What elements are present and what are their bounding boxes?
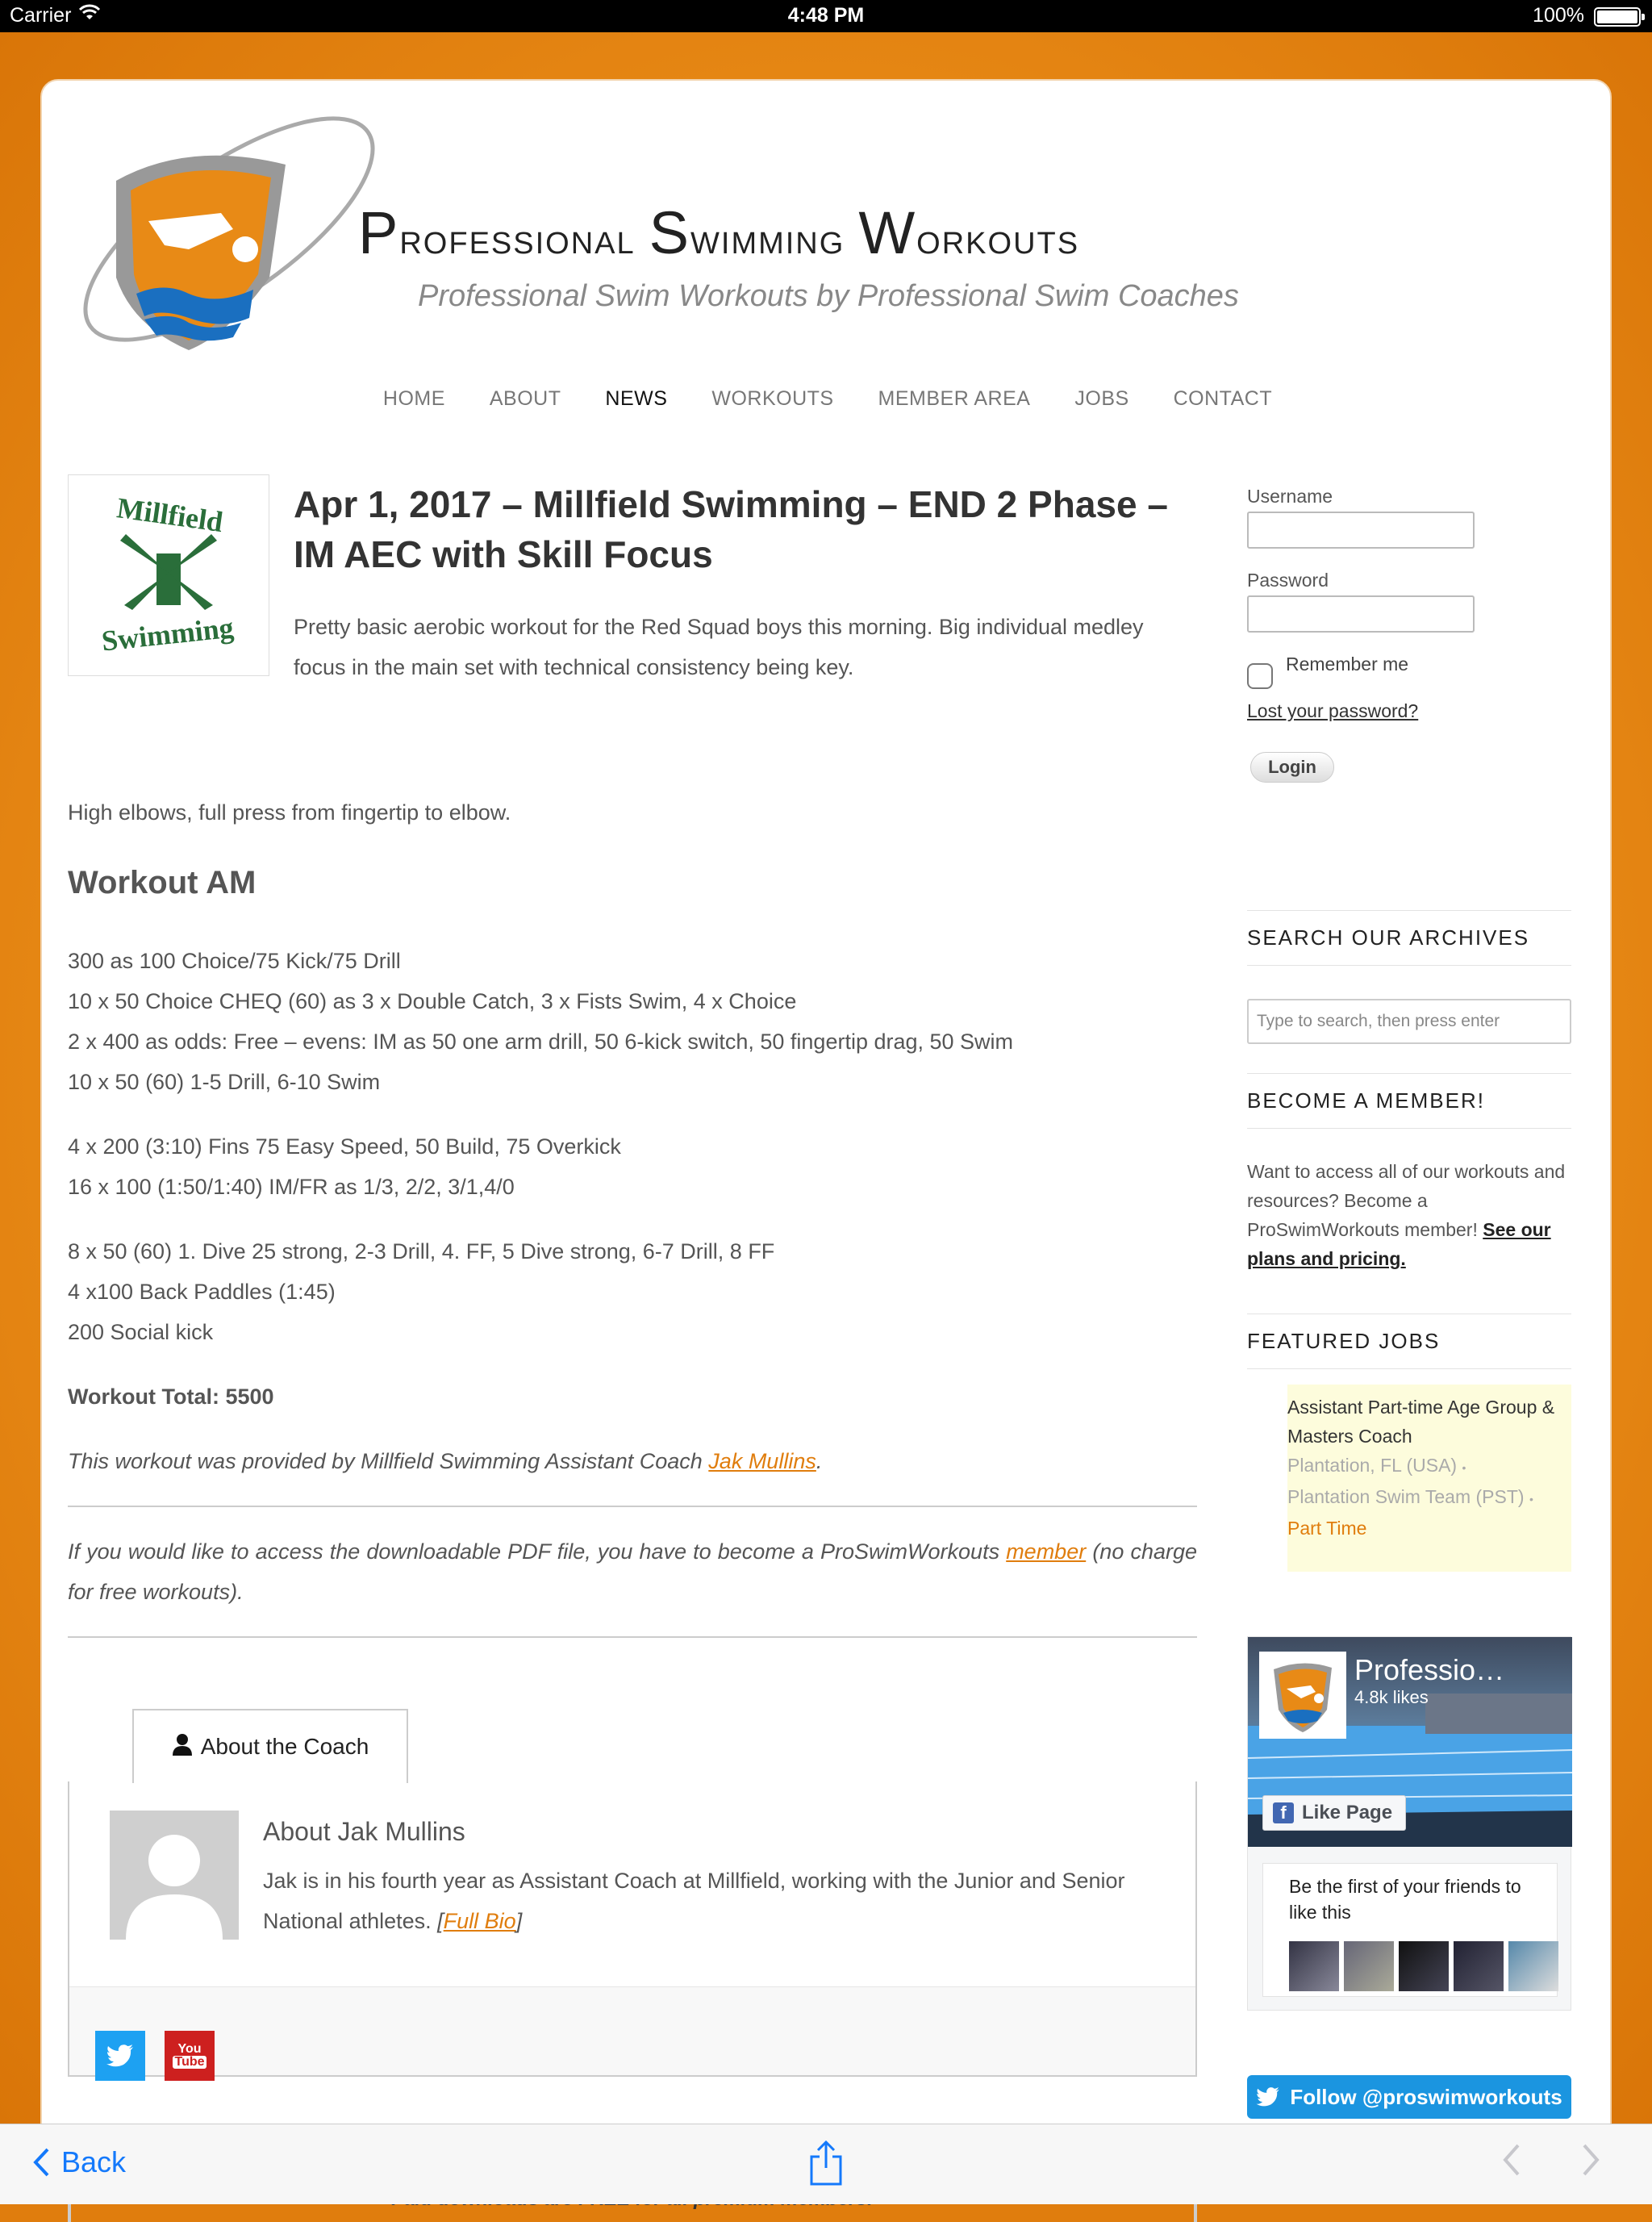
password-input[interactable] xyxy=(1247,595,1475,633)
chevron-left-icon[interactable] xyxy=(1502,2141,1521,2187)
friend-avatar[interactable] xyxy=(1289,1941,1339,1991)
chevron-right-icon[interactable] xyxy=(1581,2141,1600,2187)
set-block-2 xyxy=(68,1126,621,1207)
status-bar xyxy=(0,0,1652,32)
search-heading: SEARCH OUR ARCHIVES xyxy=(1247,910,1571,966)
facebook-page-name[interactable]: Professio… xyxy=(1354,1653,1505,1686)
job-team-text: Plantation Swim Team (PST) xyxy=(1287,1486,1525,1507)
title-part: rofessional xyxy=(399,215,649,263)
facebook-icon: f xyxy=(1273,1802,1294,1823)
set-line: 4 x100 Back Paddles (1:45) xyxy=(68,1280,336,1304)
password-label: Password xyxy=(1247,570,1329,591)
job-team: Plantation Swim Team (PST) • xyxy=(1287,1486,1533,1507)
member-text: Want to access all of our workouts and resources? Become a ProSwimWorkouts member! xyxy=(1247,1161,1566,1240)
facebook-friends xyxy=(1262,1863,1558,1997)
set-line: 200 Social kick xyxy=(68,1320,214,1344)
set-line: 2 x 400 as odds: Free – evens: IM as 50 one arm drill, 50 6-kick switch, 50 fingertip drag, 50 Swim xyxy=(68,1030,1014,1054)
carrier-label: Carrier xyxy=(10,4,72,27)
set-line: 10 x 50 (60) 1-5 Drill, 6-10 Swim xyxy=(68,1070,381,1094)
post-title: Apr 1, 2017 – Millfield Swimming – END 2 Phase – IM AEC with Skill Focus xyxy=(294,483,1168,575)
username-label: Username xyxy=(1247,486,1333,507)
nav-news[interactable]: NEWS xyxy=(605,387,668,410)
set-line: 4 x 200 (3:10) Fins 75 Easy Speed, 50 Build, 75 Overkick xyxy=(68,1134,621,1159)
twitter-follow-button[interactable] xyxy=(1247,2075,1571,2119)
member-blurb xyxy=(1247,1157,1571,1273)
pdf-suffix: (no charge for free workouts). xyxy=(68,1539,1198,1604)
login-button[interactable]: Login xyxy=(1250,752,1334,783)
thumb-line1: Millfield xyxy=(115,491,225,539)
remember-me-label: Remember me xyxy=(1286,654,1409,675)
facebook-page-logo[interactable] xyxy=(1259,1652,1346,1739)
site-logo[interactable] xyxy=(68,108,382,350)
main-nav xyxy=(42,387,1613,411)
facebook-cover[interactable] xyxy=(1248,1637,1572,1847)
coach-heading: About Jak Mullins xyxy=(263,1817,465,1846)
set-block-3 xyxy=(68,1231,774,1352)
credit-suffix: . xyxy=(816,1449,823,1473)
content-panel xyxy=(40,79,1612,2145)
back-label: Back xyxy=(61,2145,127,2178)
set-line: 16 x 100 (1:50/1:40) IM/FR as 1/3, 2/2, 3/1,4/0 xyxy=(68,1175,515,1199)
workout-heading: Workout AM xyxy=(68,865,257,900)
nav-member-area[interactable]: MEMBER AREA xyxy=(878,387,1031,410)
friend-avatar[interactable] xyxy=(1344,1941,1394,1991)
coach-social-bar xyxy=(69,1986,1195,2075)
friend-avatar[interactable] xyxy=(1508,1941,1558,1991)
back-button[interactable] xyxy=(32,2145,126,2179)
like-page-button[interactable] xyxy=(1262,1795,1406,1831)
remember-me-checkbox[interactable] xyxy=(1247,663,1273,689)
battery-icon xyxy=(1594,7,1641,27)
twitter-icon[interactable] xyxy=(95,2031,145,2081)
job-location-text: Plantation, FL (USA) xyxy=(1287,1455,1458,1476)
coach-bio-text: Jak is in his fourth year as Assistant Coach at Millfield, working with the Junior and Senior National athletes. xyxy=(263,1869,1125,1933)
credit-text: This workout was provided by Millfield Swimming Assistant Coach xyxy=(68,1449,709,1473)
clock: 4:48 PM xyxy=(787,4,865,27)
job-type: Part Time xyxy=(1287,1518,1367,1539)
title-part: wimming xyxy=(690,215,859,263)
youtube-label: You xyxy=(177,2042,202,2056)
like-page-label: Like Page xyxy=(1302,1802,1393,1823)
browser-toolbar xyxy=(0,2124,1652,2204)
set-line: 8 x 50 (60) 1. Dive 25 strong, 2-3 Drill, 4. FF, 5 Dive strong, 6-7 Drill, 8 FF xyxy=(68,1239,775,1263)
coach-avatar xyxy=(110,1811,239,1940)
credit-line xyxy=(68,1441,1197,1481)
tab-label: About the Coach xyxy=(200,1734,369,1759)
username-input[interactable] xyxy=(1247,512,1475,549)
plans-pricing-link[interactable]: See our plans and pricing. xyxy=(1247,1219,1551,1269)
technique-note: High elbows, full press from fingertip to elbow. xyxy=(68,800,511,825)
full-bio-link[interactable]: Full Bio xyxy=(443,1909,516,1933)
archive-search-input[interactable]: Type to search, then press enter xyxy=(1247,999,1571,1044)
set-line: 300 as 100 Choice/75 Kick/75 Drill xyxy=(68,949,401,973)
friends-text: Be the first of your friends to like this xyxy=(1289,1876,1521,1923)
twitter-bird-icon xyxy=(1256,2087,1280,2107)
coach-link[interactable]: Jak Mullins xyxy=(708,1449,816,1473)
featured-job[interactable] xyxy=(1287,1385,1571,1572)
thumb-line2: Swimming xyxy=(100,611,236,658)
friend-avatar[interactable] xyxy=(1399,1941,1449,1991)
nav-contact[interactable]: CONTACT xyxy=(1173,387,1273,410)
site-title[interactable] xyxy=(358,198,1079,267)
battery-percent: 100% xyxy=(1533,4,1584,27)
job-location: Plantation, FL (USA) • xyxy=(1287,1455,1466,1476)
coach-bio: Jak is in his fourth year as Assistant Coach at Millfield, working with the Junior and Senior National athletes. [Full Bio] xyxy=(263,1869,1125,1933)
nav-workouts[interactable]: WORKOUTS xyxy=(711,387,834,410)
title-part: S xyxy=(649,199,691,266)
share-icon[interactable] xyxy=(808,2139,844,2187)
title-part: P xyxy=(358,199,400,266)
site-subtitle: Professional Swim Workouts by Professional Swim Coaches xyxy=(418,279,1239,313)
divider xyxy=(68,1636,1197,1638)
pdf-text: If you would like to access the downloadable PDF file, you have to become a ProSwimWorkouts xyxy=(68,1539,1007,1564)
post-intro: Pretty basic aerobic workout for the Red Squad boys this morning. Big individual medley focus in the main set with technical consistency being key. xyxy=(294,615,1144,679)
jobs-heading: FEATURED JOBS xyxy=(1247,1314,1571,1369)
friend-avatar[interactable] xyxy=(1454,1941,1504,1991)
title-part: W xyxy=(858,199,917,266)
set-block-1 xyxy=(68,941,1013,1102)
lost-password-link[interactable]: Lost your password? xyxy=(1247,700,1419,721)
facebook-widget xyxy=(1247,1636,1571,2011)
coach-panel xyxy=(68,1781,1197,2077)
nav-about[interactable]: ABOUT xyxy=(489,387,561,410)
facebook-likes: 4.8k likes xyxy=(1354,1687,1429,1707)
youtube-icon[interactable] xyxy=(165,2031,215,2081)
member-heading: BECOME A MEMBER! xyxy=(1247,1073,1571,1129)
tab-about-coach[interactable] xyxy=(132,1709,408,1783)
pdf-notice xyxy=(68,1531,1197,1612)
member-link[interactable]: member xyxy=(1006,1539,1087,1564)
twitter-follow-label: Follow @proswimworkouts xyxy=(1290,2084,1562,2109)
job-title[interactable]: Assistant Part-time Age Group & Masters Coach xyxy=(1287,1397,1555,1447)
divider xyxy=(68,1506,1197,1507)
post-thumbnail[interactable] xyxy=(68,474,269,676)
chevron-left-icon xyxy=(32,2147,50,2178)
nav-jobs[interactable]: JOBS xyxy=(1074,387,1129,410)
set-line: 10 x 50 Choice CHEQ (60) as 3 x Double Catch, 3 x Fists Swim, 4 x Choice xyxy=(68,989,797,1013)
youtube-label: Tube xyxy=(174,2055,205,2069)
friend-avatars xyxy=(1289,1941,1558,1991)
user-icon xyxy=(172,1733,193,1761)
workout-total: Workout Total: 5500 xyxy=(68,1385,274,1409)
nav-home[interactable]: HOME xyxy=(382,387,445,410)
title-part: orkouts xyxy=(916,215,1080,263)
